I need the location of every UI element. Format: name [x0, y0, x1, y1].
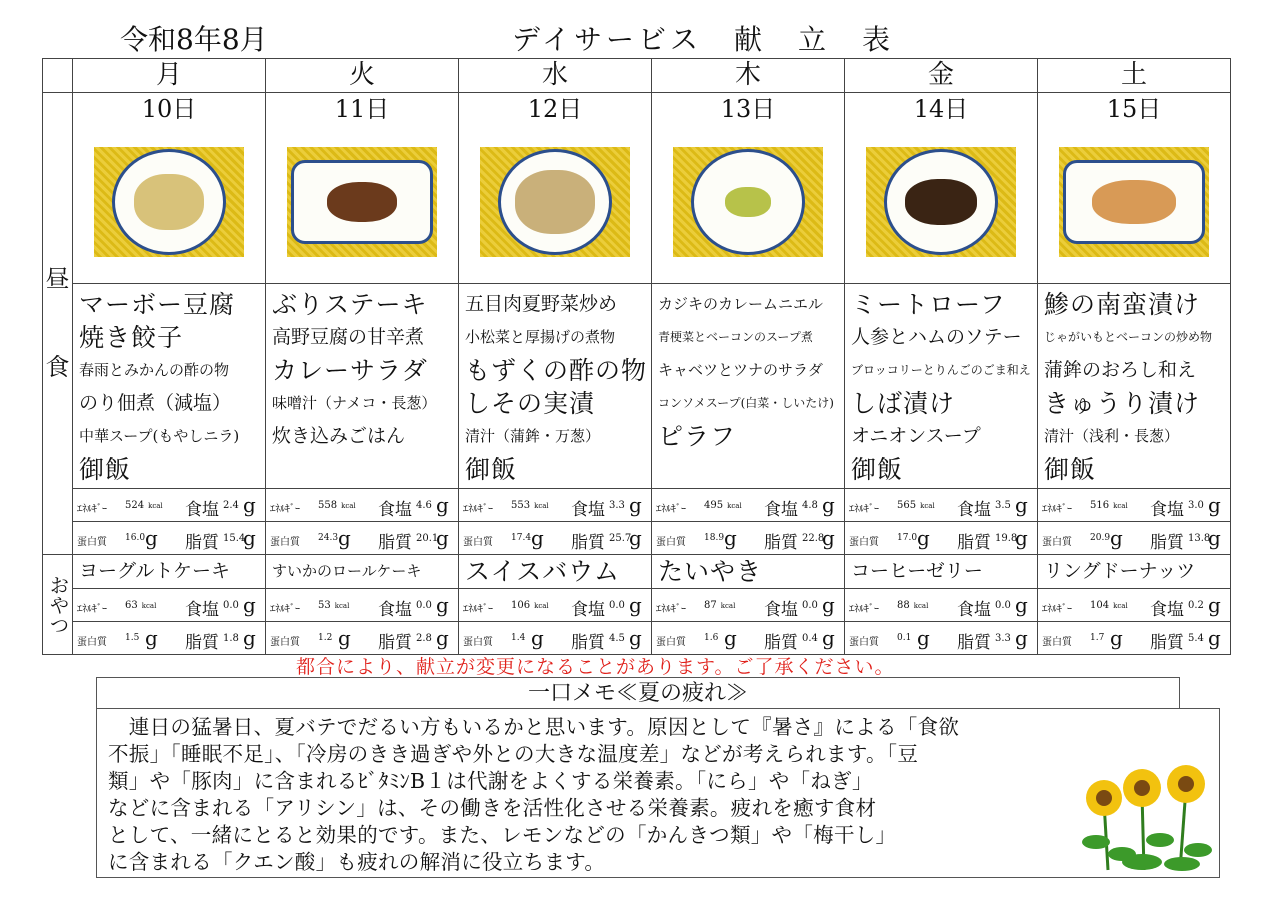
gram-unit: g [917, 526, 930, 550]
kcal-unit: kcal [920, 502, 935, 510]
energy-label: ｴﾈﾙｷﾞｰ [463, 504, 493, 515]
snack-name: スイスバウム [459, 555, 652, 589]
gram-unit: g [243, 493, 256, 517]
salt-value: 0.0 [223, 600, 239, 611]
salt-label: 食塩 [571, 600, 605, 620]
salt-value: 0.0 [416, 600, 432, 611]
dish-name: 青梗菜とベーコンのスープ煮 [658, 330, 813, 344]
salt-value: 0.0 [609, 600, 625, 611]
protein-value: 0.1 [897, 633, 912, 643]
protein-label: 蛋白質 [849, 637, 880, 648]
meal-photo [480, 147, 630, 257]
protein-label: 蛋白質 [270, 637, 300, 648]
gram-unit: g [1110, 626, 1123, 650]
dish-name: マーボー豆腐 [79, 290, 236, 319]
fat-label: 脂質 [764, 533, 799, 553]
energy-salt-cell [266, 589, 459, 622]
salt-label: 食塩 [185, 600, 219, 620]
salt-label: 食塩 [185, 500, 219, 520]
food [134, 174, 204, 230]
dish-name: 中華スープ(もやしニラ) [79, 427, 240, 445]
meal-photo-cell [845, 125, 1038, 284]
memo-title: 一口メモ≪夏の疲れ≫ [96, 677, 1180, 709]
gram-unit: g [436, 626, 449, 650]
protein-fat-cell [73, 622, 266, 655]
salt-label: 食塩 [957, 600, 992, 620]
energy-salt-cell [1038, 589, 1231, 622]
fat-value: 5.4 [1188, 633, 1204, 644]
protein-label: 蛋白質 [77, 637, 107, 648]
energy-salt-cell [459, 489, 652, 522]
kcal-unit: kcal [534, 502, 549, 510]
meal-photo [287, 147, 437, 257]
fat-label: 脂質 [957, 633, 992, 653]
kcal-unit: kcal [334, 602, 350, 610]
gram-unit: g [629, 493, 642, 517]
spacer [43, 294, 72, 354]
dish-name: 小松菜と厚揚げの煮物 [465, 328, 616, 346]
gram-unit: g [1110, 526, 1123, 550]
dish-name: 鯵の南蛮漬け [1044, 290, 1201, 319]
dish-name: 春雨とみかんの酢の物 [79, 361, 230, 379]
protein-fat-cell [266, 622, 459, 655]
kcal-unit: kcal [720, 602, 736, 610]
protein-fat-cell [1038, 522, 1231, 555]
energy-value [897, 600, 928, 611]
meal-photo-cell [73, 125, 266, 284]
fat-value: 4.5 [609, 633, 625, 644]
meal-photo [94, 147, 244, 257]
energy-salt-cell [845, 589, 1038, 622]
energy-label: ｴﾈﾙｷﾞｰ [1042, 604, 1073, 615]
gram-unit: g [1208, 593, 1221, 617]
energy-label: ｴﾈﾙｷﾞｰ [849, 504, 880, 515]
energy-number: 565 [897, 500, 917, 511]
salt-label: 食塩 [378, 600, 412, 620]
protein-value: 18.9 [704, 533, 725, 543]
gram-unit: g [1208, 526, 1221, 550]
menu-month: 令和8年8月 [120, 23, 268, 56]
protein-label: 蛋白質 [77, 537, 107, 548]
energy-value [704, 500, 742, 511]
gram-unit: g [531, 626, 544, 650]
kcal-unit: kcal [1113, 502, 1128, 510]
kcal-unit: kcal [727, 502, 742, 510]
salt-label: 食塩 [571, 500, 605, 520]
gram-unit: g [822, 626, 835, 650]
meal-photo [673, 147, 823, 257]
energy-value [318, 500, 356, 511]
menu-title: デイサービス 献 立 表 [512, 23, 895, 56]
energy-salt-cell [459, 589, 652, 622]
protein-fat-cell [1038, 622, 1231, 655]
fat-value: 0.4 [802, 633, 818, 644]
energy-salt-cell [73, 489, 266, 522]
energy-number: 524 [125, 500, 145, 511]
protein-value: 1.7 [1090, 633, 1105, 643]
gram-unit: g [145, 626, 158, 650]
protein-label: 蛋白質 [656, 637, 687, 648]
energy-label: ｴﾈﾙｷﾞｰ [656, 604, 687, 615]
memo-line: 連日の猛暑日、夏バテでだるい方もいるかと思います。原因として『暑さ』による「食欲 [108, 715, 960, 739]
fat-value: 25.7 [609, 533, 632, 544]
fat-value: 2.8 [416, 633, 432, 644]
fat-label: 脂質 [1150, 533, 1185, 553]
gram-unit: g [145, 526, 158, 550]
gram-unit: g [436, 593, 449, 617]
fat-label: 脂質 [1150, 633, 1185, 653]
dish-name: 御飯 [79, 455, 132, 484]
fat-value: 3.3 [995, 633, 1011, 644]
corner-cell [43, 59, 73, 93]
snack-label: おやつ [46, 574, 70, 635]
gram-unit: g [629, 593, 642, 617]
energy-number: 495 [704, 500, 724, 511]
protein-value: 1.6 [704, 633, 719, 643]
kcal-unit: kcal [913, 602, 929, 610]
energy-salt-cell [1038, 489, 1231, 522]
energy-value [897, 500, 935, 511]
meal-photo-cell [652, 125, 845, 284]
protein-fat-cell [73, 522, 266, 555]
fat-label: 脂質 [571, 633, 605, 653]
dish-name: 清汁（蒲鉾・万葱） [465, 427, 601, 445]
fat-label: 脂質 [185, 533, 219, 553]
fat-label: 脂質 [378, 533, 412, 553]
energy-label: ｴﾈﾙｷﾞｰ [849, 604, 880, 615]
gram-unit: g [1015, 526, 1028, 550]
salt-label: 食塩 [378, 500, 412, 520]
gram-unit: g [822, 526, 835, 550]
dish-name: コンソメスープ(白菜・しいたけ) [658, 396, 834, 410]
salt-value: 0.0 [995, 600, 1011, 611]
dish-name: しその実漬 [465, 389, 596, 418]
energy-label: ｴﾈﾙｷﾞｰ [656, 504, 687, 515]
protein-label: 蛋白質 [1042, 537, 1073, 548]
gram-unit: g [531, 526, 544, 550]
protein-fat-cell [459, 622, 652, 655]
energy-number: 87 [704, 600, 717, 611]
meal-photo-cell [459, 125, 652, 284]
protein-fat-cell [266, 522, 459, 555]
protein-value: 1.5 [125, 633, 140, 643]
lunch-label [43, 266, 72, 381]
energy-salt-cell [266, 489, 459, 522]
gram-unit: g [822, 593, 835, 617]
dish-name: ピラフ [658, 422, 737, 451]
dish-list [652, 284, 845, 489]
weekday-header: 月 [73, 59, 266, 93]
fat-value: 1.8 [223, 633, 239, 644]
energy-number: 53 [318, 600, 331, 611]
menu-table [42, 58, 1231, 655]
memo-line: に含まれる「クエン酸」も疲れの解消に役立ちます。 [108, 850, 606, 874]
protein-fat-cell [459, 522, 652, 555]
protein-fat-cell [845, 522, 1038, 555]
dish-name: 五目肉夏野菜炒め [465, 293, 618, 315]
energy-number: 516 [1090, 500, 1110, 511]
fat-label: 脂質 [957, 533, 992, 553]
date-cell: 10日 [73, 93, 266, 126]
lunch-label-char: 食 [45, 352, 70, 381]
sunflower-illustration [1082, 762, 1218, 874]
snack-label-cell [43, 555, 73, 655]
energy-salt-cell [845, 489, 1038, 522]
protein-label: 蛋白質 [463, 637, 493, 648]
date-cell: 14日 [845, 93, 1038, 126]
gram-unit: g [243, 626, 256, 650]
gram-unit: g [629, 626, 642, 650]
energy-label: ｴﾈﾙｷﾞｰ [463, 604, 493, 615]
protein-fat-cell [845, 622, 1038, 655]
protein-label: 蛋白質 [463, 537, 493, 548]
fat-label: 脂質 [764, 633, 799, 653]
dish-list [73, 284, 266, 489]
energy-label: ｴﾈﾙｷﾞｰ [270, 604, 300, 615]
memo-line: として、一緒にとると効果的です。また、レモンなどの「かんきつ類」や「梅干し」 [108, 823, 897, 847]
gram-unit: g [436, 493, 449, 517]
gram-unit: g [1015, 593, 1028, 617]
dish-name: 高野豆腐の甘辛煮 [272, 326, 425, 348]
dish-name: ミートローフ [851, 290, 1006, 319]
salt-value: 3.0 [1188, 500, 1204, 511]
food [1092, 180, 1176, 224]
gram-unit: g [629, 526, 642, 550]
dish-name: もずくの酢の物 [465, 356, 648, 385]
dish-name: 清汁（浅利・長葱） [1044, 427, 1180, 445]
salt-value: 2.4 [223, 500, 239, 511]
protein-value: 17.0 [897, 533, 918, 543]
fat-value: 15.4 [223, 533, 246, 544]
energy-value [1090, 500, 1128, 511]
dish-name: キャベツとツナのサラダ [658, 361, 823, 379]
fat-value: 19.8 [995, 533, 1018, 544]
food [905, 179, 977, 225]
fat-value: 22.8 [802, 533, 825, 544]
protein-value: 17.4 [511, 533, 532, 543]
snack-name: すいかのロールケーキ [266, 555, 459, 589]
energy-label: ｴﾈﾙｷﾞｰ [270, 504, 300, 515]
energy-value [511, 500, 549, 511]
date-cell: 13日 [652, 93, 845, 126]
fat-label: 脂質 [378, 633, 412, 653]
fat-value: 13.8 [1188, 533, 1211, 544]
dish-name: 御飯 [851, 455, 904, 484]
gram-unit: g [436, 526, 449, 550]
gram-unit: g [1208, 626, 1221, 650]
dish-name: のり佃煮（減塩） [79, 392, 232, 414]
energy-number: 63 [125, 600, 138, 611]
memo-line: 類」や「豚肉」に含まれるﾋﾞﾀﾐﾝB１は代謝をよくする栄養素。「にら」や「ねぎ」 [108, 769, 873, 793]
energy-salt-cell [652, 489, 845, 522]
energy-value [511, 600, 549, 611]
energy-number: 106 [511, 600, 531, 611]
salt-label: 食塩 [1150, 600, 1185, 620]
gram-unit: g [243, 526, 256, 550]
dish-name: 炊き込みごはん [272, 425, 406, 447]
energy-label: ｴﾈﾙｷﾞｰ [77, 604, 107, 615]
energy-salt-cell [652, 589, 845, 622]
energy-value [125, 500, 163, 511]
dish-list [845, 284, 1038, 489]
salt-label: 食塩 [764, 600, 799, 620]
fat-label: 脂質 [571, 533, 605, 553]
kcal-unit: kcal [534, 602, 549, 610]
gram-unit: g [338, 526, 351, 550]
gram-unit: g [1015, 493, 1028, 517]
protein-value: 24.3 [318, 533, 339, 543]
meal-photo [1059, 147, 1209, 257]
dish-list [459, 284, 652, 489]
dish-name: ぶりステーキ [272, 290, 428, 319]
snack-name: リングドーナッツ [1038, 555, 1231, 589]
gram-unit: g [724, 526, 737, 550]
protein-fat-cell [652, 522, 845, 555]
dish-name: 焼き餃子 [79, 323, 184, 352]
gram-unit: g [243, 593, 256, 617]
salt-value: 4.8 [802, 500, 818, 511]
change-notice: 都合により、献立が変更になることがあります。ご了承ください。 [296, 656, 895, 678]
gram-unit: g [338, 626, 351, 650]
food [327, 182, 397, 222]
energy-value [704, 600, 735, 611]
protein-label: 蛋白質 [270, 537, 300, 548]
dish-name: ブロッコリーとりんごのごま和え [851, 363, 1031, 377]
weekday-header: 金 [845, 59, 1038, 93]
dish-name: きゅうり漬け [1044, 389, 1201, 418]
weekday-header: 土 [1038, 59, 1231, 93]
gram-unit: g [917, 626, 930, 650]
dish-list [266, 284, 459, 489]
weekday-header: 木 [652, 59, 845, 93]
gram-unit: g [822, 493, 835, 517]
gram-unit: g [1015, 626, 1028, 650]
energy-number: 88 [897, 600, 910, 611]
dish-list [1038, 284, 1231, 489]
food [515, 170, 595, 234]
date-cell: 12日 [459, 93, 652, 126]
protein-value: 16.0 [125, 533, 146, 543]
weekday-header: 水 [459, 59, 652, 93]
kcal-unit: kcal [148, 502, 163, 510]
salt-value: 0.0 [802, 600, 818, 611]
salt-label: 食塩 [764, 500, 799, 520]
kcal-unit: kcal [141, 602, 157, 610]
protein-fat-cell [652, 622, 845, 655]
energy-number: 558 [318, 500, 338, 511]
energy-value [318, 600, 349, 611]
dish-name: 御飯 [465, 455, 518, 484]
meal-photo [866, 147, 1016, 257]
protein-label: 蛋白質 [849, 537, 880, 548]
memo-line: などに含まれる「アリシン」は、その働きを活性化させる栄養素。疲れを癒す食材 [108, 796, 877, 820]
weekday-header: 火 [266, 59, 459, 93]
snack-name: たいやき [652, 555, 845, 589]
dish-name: オニオンスープ [851, 425, 981, 447]
gram-unit: g [724, 626, 737, 650]
protein-value: 20.9 [1090, 533, 1111, 543]
date-cell: 11日 [266, 93, 459, 126]
energy-salt-cell [73, 589, 266, 622]
salt-value: 3.5 [995, 500, 1011, 511]
energy-value [125, 600, 156, 611]
protein-label: 蛋白質 [656, 537, 687, 548]
dish-name: 味噌汁（ナメコ・長葱） [272, 394, 437, 412]
dish-name: しば漬け [851, 389, 956, 418]
dish-name: 御飯 [1044, 455, 1097, 484]
kcal-unit: kcal [341, 502, 356, 510]
salt-value: 3.3 [609, 500, 625, 511]
dish-name: じゃがいもとベーコンの炒め物 [1044, 330, 1213, 344]
protein-value: 1.4 [511, 633, 526, 643]
dish-name: カレーサラダ [272, 356, 428, 385]
date-cell: 15日 [1038, 93, 1231, 126]
energy-label: ｴﾈﾙｷﾞｰ [77, 504, 107, 515]
meal-photo-cell [266, 125, 459, 284]
salt-value: 0.2 [1188, 600, 1204, 611]
energy-value [1090, 600, 1128, 611]
dish-name: 蒲鉾のおろし和え [1044, 359, 1197, 381]
energy-label: ｴﾈﾙｷﾞｰ [1042, 504, 1073, 515]
fat-value: 20.1 [416, 533, 439, 544]
gram-unit: g [1208, 493, 1221, 517]
lunch-label-cell [43, 93, 73, 555]
memo-line: 不振」「睡眠不足」、「冷房のきき過ぎや外との大きな温度差」などが考えられます。「豆 [108, 742, 919, 766]
kcal-unit: kcal [1113, 602, 1128, 610]
protein-label: 蛋白質 [1042, 637, 1073, 648]
lunch-label-char: 昼 [45, 264, 70, 293]
dish-name: 人参とハムのソテー [851, 326, 1022, 348]
dish-name: カジキのカレームニエル [658, 295, 824, 313]
snack-name: ヨーグルトケーキ [73, 555, 266, 589]
protein-value: 1.2 [318, 633, 333, 643]
snack-name: コーヒーゼリー [845, 555, 1038, 589]
salt-label: 食塩 [1150, 500, 1185, 520]
meal-photo-cell [1038, 125, 1231, 284]
food [725, 187, 771, 217]
energy-number: 104 [1090, 600, 1110, 611]
salt-label: 食塩 [957, 500, 992, 520]
fat-label: 脂質 [185, 633, 219, 653]
energy-number: 553 [511, 500, 531, 511]
salt-value: 4.6 [416, 500, 432, 511]
